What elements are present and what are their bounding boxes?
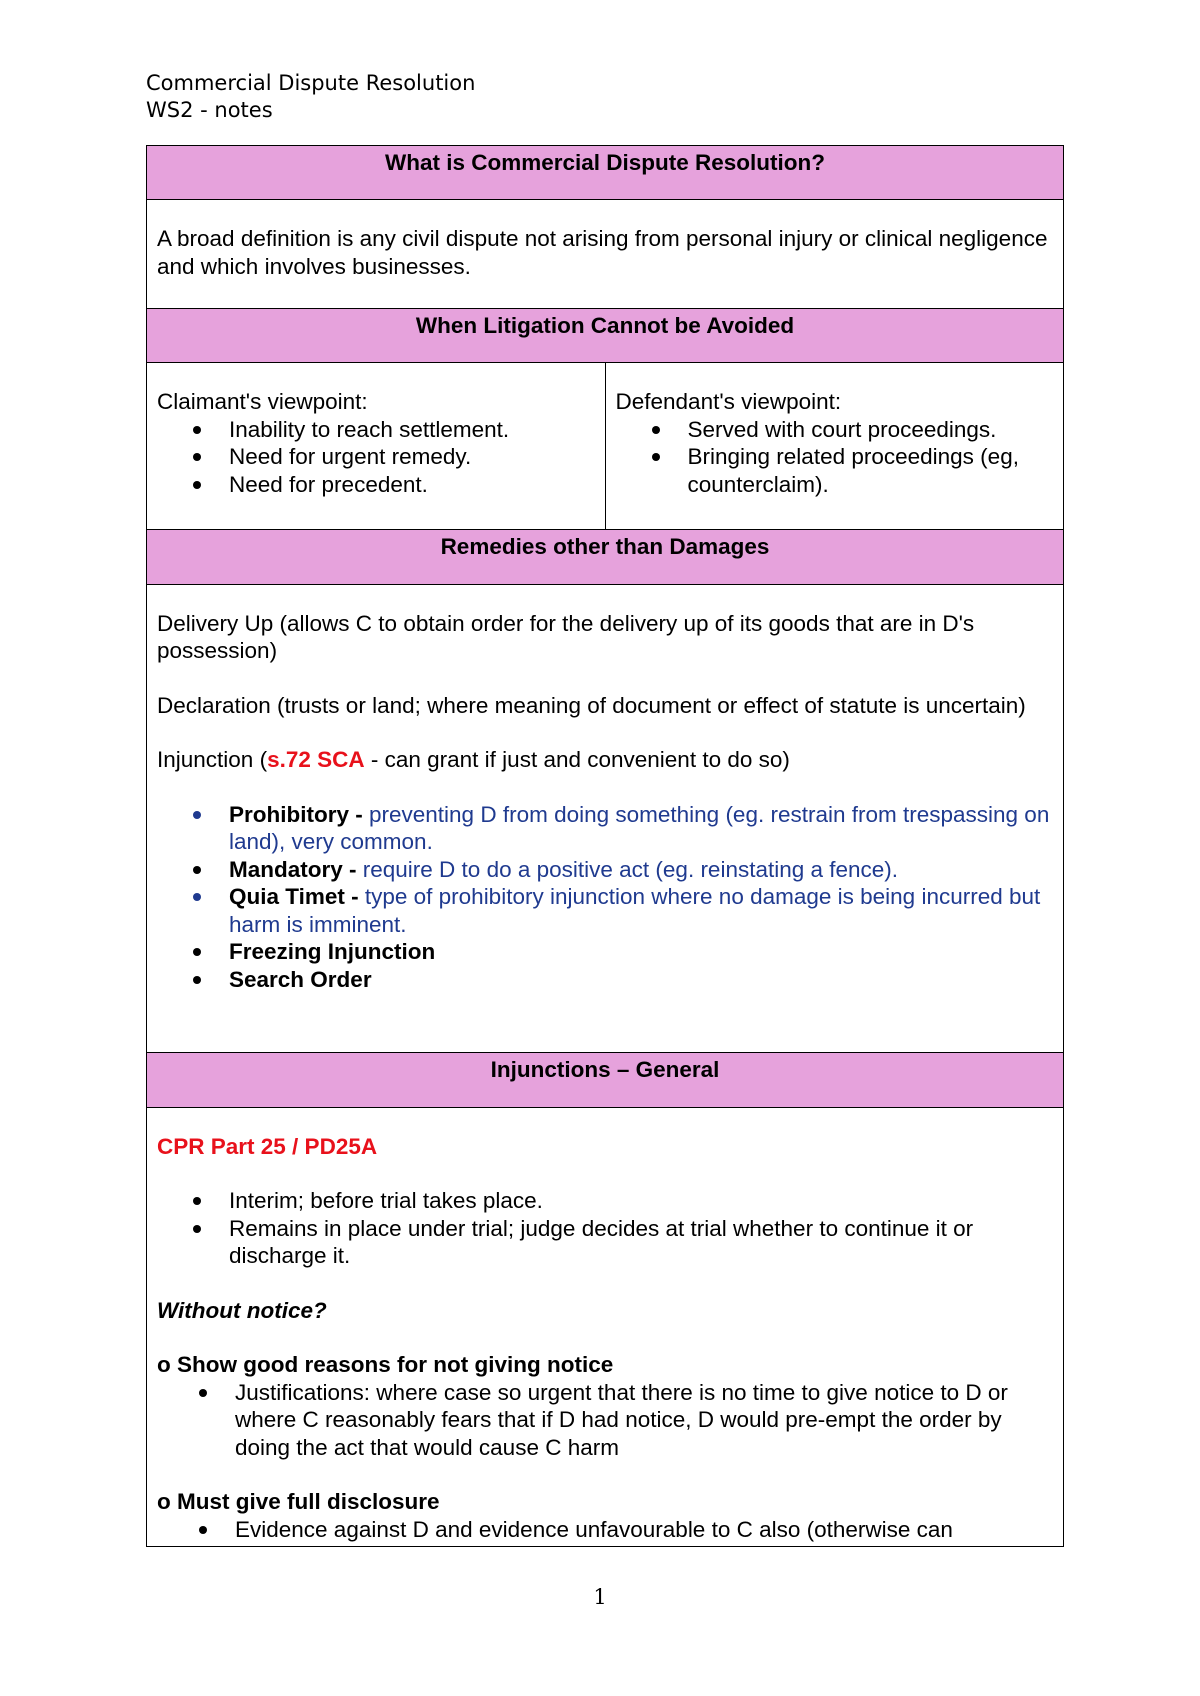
list-item: Remains in place under trial; judge decides at trial whether to continue it or discharge it. — [229, 1215, 1053, 1270]
list-item: Evidence against D and evidence unfavourable to C also (otherwise can — [235, 1516, 1053, 1544]
section-header-injunctions: Injunctions – General — [147, 1053, 1064, 1107]
without-notice-question: Without notice? — [157, 1297, 327, 1323]
delivery-up-text: Delivery Up (allows C to obtain order for the delivery up of its goods that are in D's possession) — [157, 610, 975, 664]
statute-reference: s.72 SCA — [267, 747, 365, 773]
list-item: Quia Timet - type of prohibitory injunction where no damage is being incurred but harm is imminent. — [229, 883, 1053, 938]
section-body-remedies — [147, 584, 1064, 1053]
definition-text: A broad definition is any civil dispute not arising from personal injury or clinical negligence and which involves businesses. — [157, 226, 1048, 279]
page-header — [146, 70, 475, 124]
full-disclosure-point: o Must give full disclosure — [157, 1489, 440, 1515]
section-body-injunctions — [147, 1107, 1064, 1546]
notes-table — [146, 145, 1064, 1547]
list-item: Inability to reach settlement. — [229, 416, 595, 444]
list-item: Freezing Injunction — [229, 938, 1053, 966]
justifications-list — [157, 1379, 1053, 1462]
section-header-litigation: When Litigation Cannot be Avoided — [147, 308, 1064, 362]
claimant-list — [157, 416, 595, 499]
section-header-what-is: What is Commercial Dispute Resolution? — [147, 146, 1064, 200]
section-body-what-is — [147, 200, 1064, 309]
list-item: Need for precedent. — [229, 471, 595, 499]
defendant-list — [616, 416, 1054, 499]
section-header-remedies: Remedies other than Damages — [147, 530, 1064, 584]
list-item: Mandatory - require D to do a positive act (eg. reinstating a fence). — [229, 856, 1053, 884]
declaration-text: Declaration (trusts or land; where meaning of document or effect of statute is uncertain) — [157, 692, 1026, 718]
injunction-types-list — [157, 801, 1053, 994]
claimant-cell — [147, 363, 606, 530]
injunction-general-list — [157, 1187, 1053, 1270]
page-number: 1 — [593, 1585, 607, 1609]
doc-subtitle: WS2 - notes — [146, 98, 273, 122]
list-item: Justifications: where case so urgent that there is no time to give notice to D or where C reasonably fears that if D had notice, D would pre-empt the order by doing the act that would cause C harm — [235, 1379, 1053, 1462]
list-item: Need for urgent remedy. — [229, 443, 595, 471]
list-item: Prohibitory - preventing D from doing something (eg. restrain from trespassing on land), very common. — [229, 801, 1053, 856]
list-item: Interim; before trial takes place. — [229, 1187, 1053, 1215]
cpr-reference: CPR Part 25 / PD25A — [157, 1133, 378, 1159]
disclosure-list — [157, 1516, 1053, 1544]
good-reasons-point: o Show good reasons for not giving notice — [157, 1352, 614, 1378]
claimant-title: Claimant's viewpoint: — [157, 389, 368, 415]
injunction-text: Injunction (s.72 SCA - can grant if just and convenient to do so) — [157, 747, 790, 773]
list-item: Bringing related proceedings (eg, counterclaim). — [688, 443, 1054, 498]
list-item: Served with court proceedings. — [688, 416, 1054, 444]
doc-title: Commercial Dispute Resolution — [146, 71, 476, 95]
list-item: Search Order — [229, 966, 1053, 994]
defendant-title: Defendant's viewpoint: — [615, 389, 842, 415]
defendant-cell — [605, 363, 1064, 530]
